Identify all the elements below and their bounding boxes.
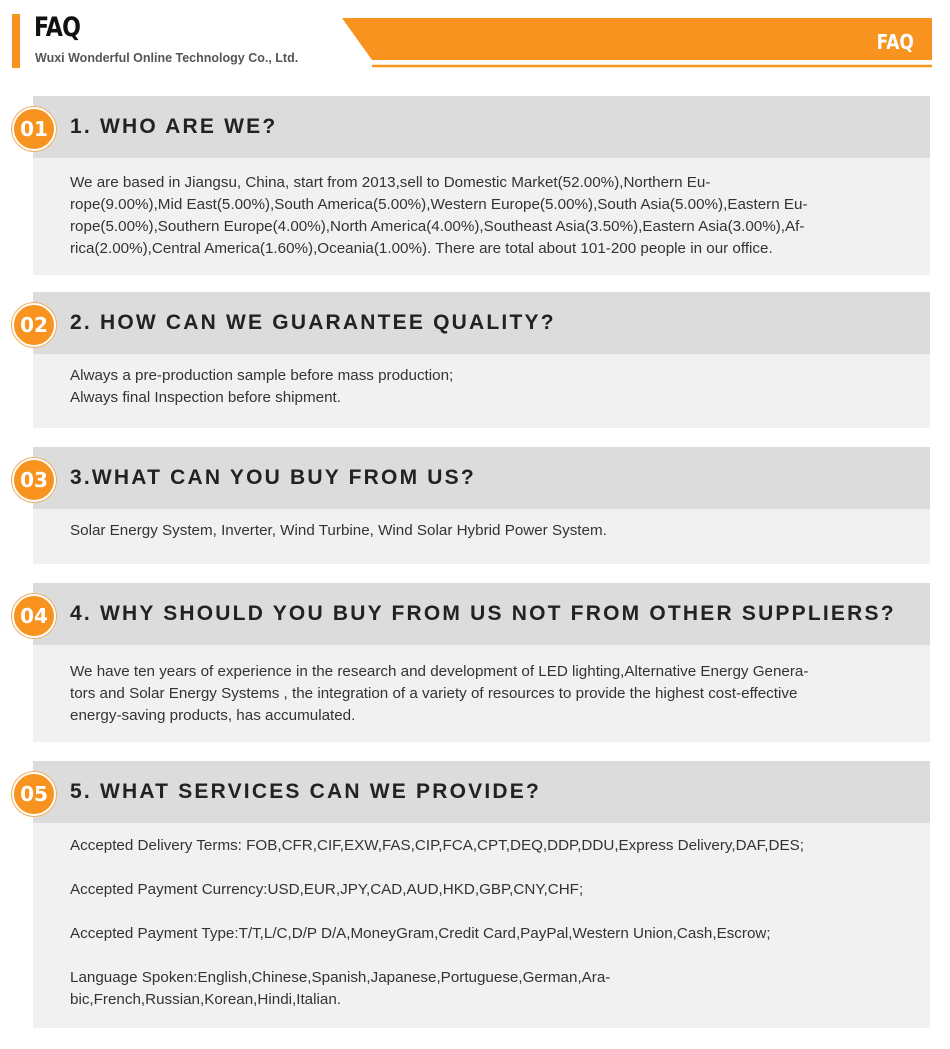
- body-line: tors and Solar Energy Systems , the integration of a variety of resources to provide the highest cost-effective: [70, 685, 798, 702]
- section-title: 2. HOW CAN WE GUARANTEE QUALITY?: [70, 311, 556, 334]
- section-header: [20, 583, 930, 645]
- section-title: 3.WHAT CAN YOU BUY FROM US?: [70, 466, 476, 489]
- faq-section-4: [20, 583, 930, 742]
- body-line: energy-saving products, has accumulated.: [70, 707, 356, 724]
- body-line: Always a pre-production sample before mass production;: [70, 367, 454, 384]
- section-body: [33, 645, 930, 742]
- section-header: [20, 447, 930, 509]
- body-line: Accepted Payment Currency:USD,EUR,JPY,CAD,AUD,HKD,GBP,CNY,CHF;: [70, 881, 584, 898]
- body-line: rope(9.00%),Mid East(5.00%),South America(5.00%),Western Europe(5.00%),South Asia(5.00%),Eastern Eu-: [70, 196, 808, 213]
- section-number-badge: 04: [12, 594, 56, 638]
- section-header: [20, 292, 930, 354]
- body-line: We are based in Jiangsu, China, start from 2013,sell to Domestic Market(52.00%),Northern Eu-: [70, 174, 711, 191]
- section-body: [33, 158, 930, 275]
- section-number-badge: 02: [12, 303, 56, 347]
- section-title: 4. WHY SHOULD YOU BUY FROM US NOT FROM OTHER SUPPLIERS?: [70, 602, 896, 625]
- section-header: [20, 761, 930, 823]
- body-line: Always final Inspection before shipment.: [70, 389, 341, 406]
- header-banner: [0, 0, 950, 80]
- banner-label: FAQ: [876, 30, 914, 54]
- section-body: [33, 354, 930, 428]
- company-name: Wuxi Wonderful Online Technology Co., Ltd.: [35, 51, 299, 65]
- body-line: rope(5.00%),Southern Europe(4.00%),North America(4.00%),Southeast Asia(3.50%),Eastern Asia(3.00%),Af-: [70, 218, 805, 235]
- faq-section-2: [20, 292, 930, 428]
- faq-section-1: [20, 96, 930, 275]
- section-number-badge: 05: [12, 772, 56, 816]
- header-accent-bar: [12, 14, 20, 68]
- section-title: 1. WHO ARE WE?: [70, 115, 278, 138]
- body-line: Accepted Payment Type:T/T,L/C,D/P D/A,MoneyGram,Credit Card,PayPal,Western Union,Cash,Escrow;: [70, 925, 771, 942]
- section-body: [33, 823, 930, 1028]
- section-body: [33, 509, 930, 564]
- section-number-badge: 01: [12, 107, 56, 151]
- faq-section-3: [20, 447, 930, 564]
- body-line: We have ten years of experience in the research and development of LED lighting,Alternative Energy Genera-: [70, 663, 809, 680]
- section-title: 5. WHAT SERVICES CAN WE PROVIDE?: [70, 780, 541, 803]
- body-line: rica(2.00%),Central America(1.60%),Oceania(1.00%). There are total about 101-200 people in our office.: [70, 240, 773, 257]
- body-line: bic,French,Russian,Korean,Hindi,Italian.: [70, 991, 341, 1008]
- faq-section-5: [20, 761, 930, 1028]
- body-line: Solar Energy System, Inverter, Wind Turbine, Wind Solar Hybrid Power System.: [70, 522, 607, 539]
- body-line: Accepted Delivery Terms: FOB,CFR,CIF,EXW,FAS,CIP,FCA,CPT,DEQ,DDP,DDU,Express Delivery,DAF,DES;: [70, 837, 804, 854]
- section-number-badge: 03: [12, 458, 56, 502]
- body-line: Language Spoken:English,Chinese,Spanish,Japanese,Portuguese,German,Ara-: [70, 969, 611, 986]
- section-header: [20, 96, 930, 158]
- page-title: FAQ: [34, 12, 81, 43]
